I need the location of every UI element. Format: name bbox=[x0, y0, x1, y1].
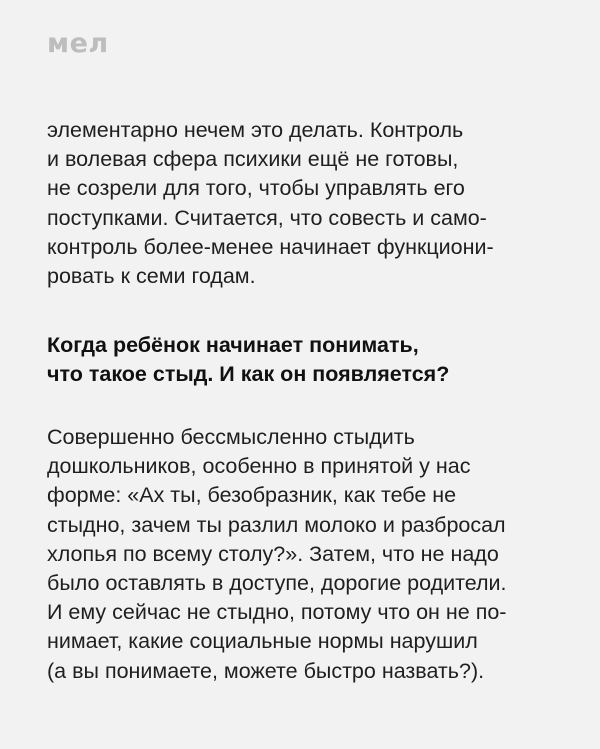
paragraph-line: (а вы понимаете, можете быстро назвать?). bbox=[47, 658, 485, 683]
brand-logo: мел bbox=[47, 28, 109, 59]
paragraph-line: И ему сейчас не стыдно, потому что он не по- bbox=[47, 600, 507, 625]
heading-line: что такое стыд. И как он появляется? bbox=[47, 362, 450, 387]
paragraph-line: стыдно, зачем ты разлил молоко и разбросал bbox=[47, 512, 506, 537]
paragraph-line: ровать к семи годам. bbox=[47, 264, 256, 289]
paragraph-line: не созрели для того, чтобы управлять его bbox=[47, 176, 465, 201]
paragraph-line: дошкольников, особенно в принятой у нас bbox=[47, 454, 471, 479]
paragraph-line: и волевая сфера психики ещё не готовы, bbox=[47, 147, 459, 172]
paragraph-body bbox=[47, 423, 567, 686]
paragraph-line: хлопья по всему столу?». Затем, что не надо bbox=[47, 541, 499, 566]
section-heading bbox=[47, 331, 567, 389]
paragraph-line: Совершенно бессмысленно стыдить bbox=[47, 425, 415, 449]
paragraph-line: элементарно нечем это делать. Контроль bbox=[47, 118, 464, 142]
paragraph-line: было оставлять в доступе, дорогие родители. bbox=[47, 571, 507, 596]
paragraph-line: форме: «Ах ты, безобразник, как тебе не bbox=[47, 483, 457, 508]
paragraph-line: нимает, какие социальные нормы нарушил bbox=[47, 629, 478, 654]
paragraph-line: поступками. Считается, что совесть и само- bbox=[47, 205, 487, 230]
paragraph-line: контроль более-менее начинает функциони- bbox=[47, 234, 494, 259]
heading-line: Когда ребёнок начинает понимать, bbox=[47, 333, 419, 357]
paragraph-intro bbox=[47, 116, 567, 291]
